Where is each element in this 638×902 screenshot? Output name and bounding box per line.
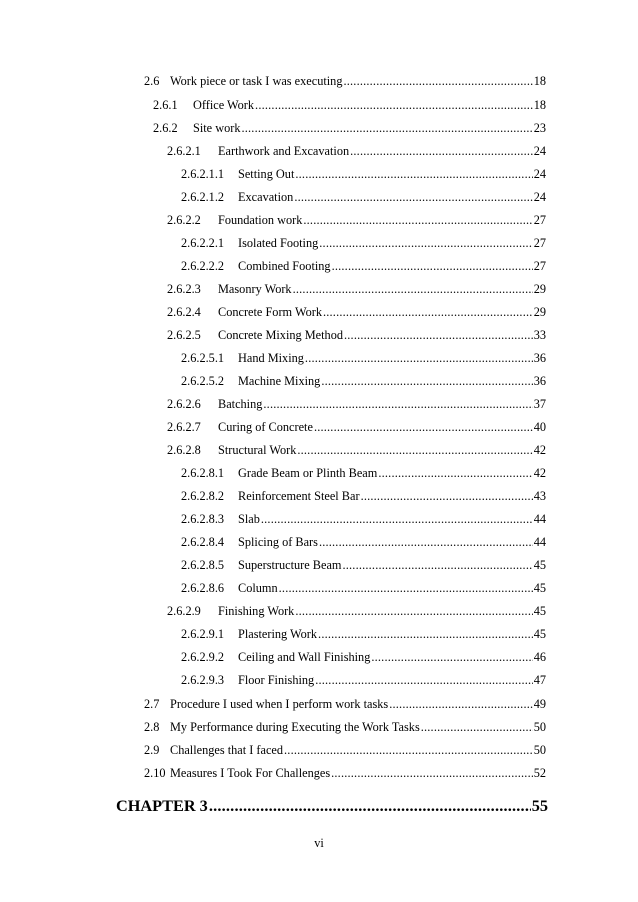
toc-entry-number: 2.6.2.8.1 <box>181 466 225 480</box>
toc-entry[interactable] <box>181 374 546 389</box>
toc-entry-page: 46 <box>533 650 546 664</box>
toc-entry[interactable] <box>181 650 546 665</box>
toc-entry[interactable] <box>181 512 546 527</box>
toc-entry-number: 2.7 <box>144 697 160 711</box>
toc-entry-title: Curing of Concrete <box>218 420 313 434</box>
dot-leader <box>315 673 533 688</box>
toc-entry-title: Plastering Work <box>238 627 318 641</box>
toc-entry-page: 27 <box>533 213 546 227</box>
toc-entry-title: My Performance during Executing the Work Tasks <box>170 720 420 734</box>
toc-entry[interactable] <box>167 604 546 619</box>
toc-entry[interactable] <box>144 720 546 735</box>
toc-entry-title: Combined Footing <box>238 259 331 273</box>
toc-entry-page: 18 <box>533 98 546 112</box>
toc-entry-number: 2.6.2.3 <box>167 282 201 296</box>
toc-entry[interactable] <box>181 351 546 366</box>
dot-leader <box>293 282 533 297</box>
toc-entry[interactable] <box>144 74 546 89</box>
toc-entry-title: Finishing Work <box>218 604 295 618</box>
toc-entry-page: 45 <box>533 604 546 618</box>
toc-entry-number: 2.6.2.2.2 <box>181 259 225 273</box>
toc-entry-page: 44 <box>533 535 546 549</box>
toc-entry-page: 36 <box>533 374 546 388</box>
toc-entry-number: 2.6.2.6 <box>167 397 201 411</box>
toc-entry-number: 2.6.2.9 <box>167 604 201 618</box>
dot-leader <box>318 627 533 642</box>
toc-entry-number: 2.9 <box>144 743 160 757</box>
toc-entry-number: 2.6.2.8.2 <box>181 489 225 503</box>
toc-entry-page: 52 <box>533 766 546 780</box>
dot-leader <box>421 720 533 735</box>
dot-leader <box>344 328 533 343</box>
toc-entry-number: 2.6.2.9.1 <box>181 627 225 641</box>
toc-entry-page: 29 <box>533 305 546 319</box>
toc-entry-number: 2.6.2.2.1 <box>181 236 225 250</box>
toc-entry-title: Excavation <box>238 190 294 204</box>
toc-entry[interactable] <box>181 190 546 205</box>
dot-leader <box>319 236 532 251</box>
toc-entry-title: Slab <box>238 512 260 526</box>
toc-entry-page: 45 <box>533 581 546 595</box>
toc-entry-number: 2.10 <box>144 766 166 780</box>
toc-entry-number: 2.6.2.1.2 <box>181 190 225 204</box>
toc-entry-number: 2.6.2.4 <box>167 305 201 319</box>
toc-entry-number: 2.6.2.9.2 <box>181 650 225 664</box>
toc-entry-number: 2.6.2.5.2 <box>181 374 225 388</box>
toc-entry[interactable] <box>167 305 546 320</box>
toc-entry-title: Machine Mixing <box>238 374 321 388</box>
dot-leader <box>321 374 532 389</box>
toc-entry-title: Batching <box>218 397 263 411</box>
dot-leader <box>305 351 533 366</box>
page-number: vi <box>314 836 324 850</box>
dot-leader <box>389 697 532 712</box>
toc-entry-title: Splicing of Bars <box>238 535 318 549</box>
toc-entry-title: Column <box>238 581 278 595</box>
toc-entry-number: 2.8 <box>144 720 160 734</box>
dot-leader <box>241 121 532 136</box>
toc-entry-title: Challenges that I faced <box>170 743 284 757</box>
toc-entry-page: 37 <box>533 397 546 411</box>
toc-entry-number: 2.6.2.5.1 <box>181 351 225 365</box>
toc-entry[interactable] <box>167 144 546 159</box>
toc-entry-page: 43 <box>533 489 546 503</box>
dot-leader <box>314 420 533 435</box>
toc-entry-title: Work piece or task I was executing <box>170 74 343 88</box>
toc-entry-number: 2.6.2.5 <box>167 328 201 342</box>
toc-entry-title: Hand Mixing <box>238 351 304 365</box>
toc-entry-page: 24 <box>533 144 546 158</box>
toc-entry-page: 42 <box>533 443 546 457</box>
dot-leader <box>319 535 533 550</box>
toc-entry-title: Procedure I used when I perform work tasks <box>170 697 389 711</box>
dot-leader <box>297 443 532 458</box>
toc-entry-page: 47 <box>533 673 546 687</box>
toc-entry-title: Ceiling and Wall Finishing <box>238 650 371 664</box>
toc-entry-title: Grade Beam or Plinth Beam <box>238 466 378 480</box>
dot-leader <box>303 213 532 228</box>
toc-entry[interactable] <box>167 420 546 435</box>
dot-leader <box>284 743 533 758</box>
toc-entry-title: Reinforcement Steel Bar <box>238 489 360 503</box>
toc-entry-number: 2.6.2.1 <box>167 144 201 158</box>
toc-entry-page: 50 <box>533 743 546 757</box>
toc-entry[interactable] <box>181 535 546 550</box>
dot-leader <box>331 766 533 781</box>
toc-entry[interactable] <box>181 259 546 274</box>
toc-entry-page: 23 <box>533 121 546 135</box>
toc-entry-page: 40 <box>533 420 546 434</box>
toc-entry-page: 50 <box>533 720 546 734</box>
toc-entry-title: Concrete Form Work <box>218 305 322 319</box>
toc-entry-title: Concrete Mixing Method <box>218 328 343 342</box>
toc-entry-number: 2.6.2.2 <box>167 213 201 227</box>
toc-entry[interactable] <box>181 673 546 688</box>
dot-leader <box>255 98 533 113</box>
toc-entry-page: 24 <box>533 167 546 181</box>
dot-leader <box>261 512 533 527</box>
toc-entry[interactable] <box>181 236 546 251</box>
toc-entry-title: Office Work <box>193 98 255 112</box>
toc-entry-title: Masonry Work <box>218 282 292 296</box>
toc-entry[interactable] <box>153 121 546 136</box>
dot-leader <box>350 144 533 159</box>
dot-leader <box>279 581 533 596</box>
dot-leader <box>343 74 532 89</box>
toc-entry-title: Earthwork and Excavation <box>218 144 350 158</box>
chapter-title: CHAPTER 3 <box>116 796 208 815</box>
toc-entry[interactable] <box>153 98 546 113</box>
toc-entry-number: 2.6.2.8.4 <box>181 535 225 549</box>
toc-entry-number: 2.6.1 <box>153 98 178 112</box>
dot-leader <box>361 489 533 504</box>
toc-entry-page: 49 <box>533 697 546 711</box>
toc-entry[interactable] <box>167 282 546 297</box>
toc-entry-page: 45 <box>533 627 546 641</box>
toc-entry-title: Setting Out <box>238 167 295 181</box>
toc-entry-number: 2.6.2.8 <box>167 443 201 457</box>
chapter-page: 55 <box>531 796 548 815</box>
dot-leader <box>378 466 532 481</box>
toc-entry[interactable] <box>181 466 546 481</box>
toc-entry[interactable] <box>144 697 546 712</box>
toc-entry-page: 18 <box>533 74 546 88</box>
toc-entry-number: 2.6.2 <box>153 121 178 135</box>
dot-leader <box>295 604 532 619</box>
toc-entry-page: 24 <box>533 190 546 204</box>
toc-entry-number: 2.6.2.1.1 <box>181 167 225 181</box>
dot-leader <box>294 190 532 205</box>
toc-entry-title: Measures I Took For Challenges <box>170 766 331 780</box>
toc-entry-page: 36 <box>533 351 546 365</box>
toc-entry[interactable] <box>167 443 546 458</box>
dot-leader <box>295 167 532 182</box>
toc-entry[interactable] <box>181 489 546 504</box>
toc-entry-page: 44 <box>533 512 546 526</box>
toc-entry-page: 42 <box>533 466 546 480</box>
toc-entry[interactable] <box>167 328 546 343</box>
toc-chapter-entry[interactable] <box>116 796 548 816</box>
dot-leader <box>209 796 531 816</box>
dot-leader <box>332 259 533 274</box>
dot-leader <box>342 558 532 573</box>
toc-entry-title: Foundation work <box>218 213 303 227</box>
toc-entry[interactable] <box>167 213 546 228</box>
toc-entry[interactable] <box>181 627 546 642</box>
toc-entry-title: Site work <box>193 121 241 135</box>
dot-leader <box>323 305 533 320</box>
toc-entry[interactable] <box>181 558 546 573</box>
toc-entry-page: 33 <box>533 328 546 342</box>
toc-entry[interactable] <box>167 397 546 412</box>
toc-entry-number: 2.6.2.8.6 <box>181 581 225 595</box>
dot-leader <box>263 397 532 412</box>
toc-entry-number: 2.6.2.8.3 <box>181 512 225 526</box>
toc-entry-page: 27 <box>533 236 546 250</box>
toc-entry[interactable] <box>144 766 546 781</box>
toc-entry[interactable] <box>144 743 546 758</box>
toc-entry-page: 29 <box>533 282 546 296</box>
toc-entry-page: 27 <box>533 259 546 273</box>
toc-entry-title: Isolated Footing <box>238 236 319 250</box>
toc-entry-number: 2.6.2.9.3 <box>181 673 225 687</box>
toc-entry-title: Floor Finishing <box>238 673 315 687</box>
toc-entry-number: 2.6.2.7 <box>167 420 201 434</box>
dot-leader <box>371 650 532 665</box>
toc-entry[interactable] <box>181 167 546 182</box>
toc-entry-title: Superstructure Beam <box>238 558 342 572</box>
toc-entry-title: Structural Work <box>218 443 297 457</box>
toc-entry-number: 2.6.2.8.5 <box>181 558 225 572</box>
toc-entry-number: 2.6 <box>144 74 160 88</box>
toc-entry-page: 45 <box>533 558 546 572</box>
toc-entry[interactable] <box>181 581 546 596</box>
